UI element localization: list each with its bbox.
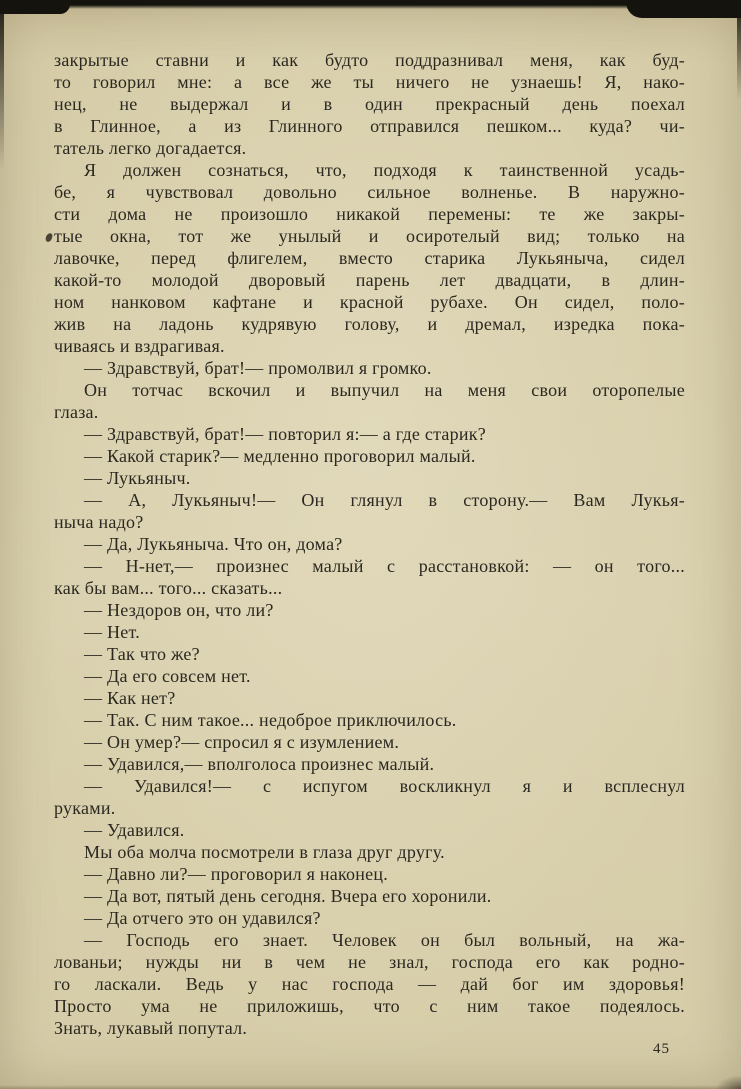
text-line: — Да отчего это он удавился? xyxy=(84,908,321,928)
text-line: жив на ладонь кудрявую голову, и дремал, изредка пока- xyxy=(54,314,685,334)
scan-edge-bottom xyxy=(0,1085,741,1089)
text-line: — Нездоров он, что ли? xyxy=(84,600,274,620)
paragraph xyxy=(54,357,685,379)
paragraph xyxy=(54,841,685,863)
text-line: то говорил мне: а все же ты ничего не узнаешь! Я, нако- xyxy=(54,72,685,92)
scan-edge-top xyxy=(0,0,741,9)
text-line: закрытые ставни и как будто поддразнивал меня, как буд- xyxy=(54,50,685,70)
text-line: — Лукьяныч. xyxy=(84,468,191,488)
text-line: — Какой старик?— медленно проговорил малый. xyxy=(84,446,476,466)
paragraph xyxy=(54,489,685,533)
paragraph xyxy=(54,555,685,599)
paragraph xyxy=(54,643,685,665)
text-line: ном нанковом кафтане и красной рубахе. Он сидел, поло- xyxy=(54,292,685,312)
text-line: какой-то молодой дворовый парень лет двадцати, в длин- xyxy=(54,270,685,290)
text-line: в Глинное, а из Глинного отправился пешком... куда? чи- xyxy=(54,116,685,136)
paragraph xyxy=(54,731,685,753)
paragraph xyxy=(54,929,685,1039)
page-text xyxy=(54,49,685,1039)
text-line: — Он умер?— спросил я с изумлением. xyxy=(84,732,400,752)
paragraph xyxy=(54,49,685,159)
text-line: Просто ума не приложишь, что с ним такое подеялось. xyxy=(54,996,685,1016)
text-line: татель легко догадается. xyxy=(54,138,247,158)
text-line: — Нет. xyxy=(84,622,141,642)
scan-edge-left xyxy=(0,0,4,170)
text-line: — Удавился. xyxy=(84,820,185,840)
text-line: лавочке, перед флигелем, вместо старика Лукьяныча, сидел xyxy=(54,248,685,268)
text-line: Знать, лукавый попутал. xyxy=(54,1018,248,1038)
paragraph xyxy=(54,621,685,643)
paragraph xyxy=(54,775,685,819)
text-line: — Здравствуй, брат!— промолвил я громко. xyxy=(84,358,432,378)
text-line: — Здравствуй, брат!— повторил я:— а где старик? xyxy=(84,424,487,444)
text-line: — Удавился,— вполголоса произнес малый. xyxy=(84,754,435,774)
text-line: Он тотчас вскочил и выпучил на меня свои оторопелые xyxy=(84,380,685,400)
text-line: Мы оба молча посмотрели в глаза друг другу. xyxy=(84,842,445,862)
scan-corner-top-right xyxy=(626,0,741,18)
text-line: Я должен сознаться, что, подходя к таинственной усадь- xyxy=(84,160,685,180)
text-line: — Так. С ним такое... недоброе приключилось. xyxy=(84,710,457,730)
text-line: ныча надо? xyxy=(54,512,144,532)
text-line: сти дома не произошло никакой перемены: те же закры- xyxy=(54,204,685,224)
paragraph xyxy=(54,753,685,775)
text-line: чиваясь и вздрагивая. xyxy=(54,336,225,356)
text-line: — Да его совсем нет. xyxy=(84,666,251,686)
text-line: — Да, Лукьяныча. Что он, дома? xyxy=(84,534,343,554)
text-line: — Да вот, пятый день сегодня. Вчера его хоронили. xyxy=(84,886,492,906)
paragraph xyxy=(54,423,685,445)
text-line: — Н-нет,— произнес малый с расстановкой: — он того... xyxy=(84,556,685,576)
paragraph xyxy=(54,709,685,731)
scan-edge-right xyxy=(737,0,741,100)
text-line: — Давно ли?— проговорил я наконец. xyxy=(84,864,389,884)
text-line: — А, Лукьяныч!— Он глянул в сторону.— Вам Лукья- xyxy=(84,490,685,510)
text-line: тые окна, тот же унылый и осиротелый вид; только на xyxy=(54,226,685,246)
text-line: руками. xyxy=(54,798,116,818)
paragraph xyxy=(54,863,685,885)
text-line: глаза. xyxy=(54,402,99,422)
scan-corner-bottom-right xyxy=(715,1075,741,1089)
paragraph xyxy=(54,907,685,929)
text-line: как бы вам... того... сказать... xyxy=(54,578,283,598)
page-number: 45 xyxy=(653,1041,670,1057)
text-line: бе, я чувствовал довольно сильное волненье. В наружно- xyxy=(54,182,685,202)
paragraph xyxy=(54,445,685,467)
scan-corner-top-left xyxy=(0,0,70,14)
paragraph xyxy=(54,687,685,709)
text-line: — Господь его знает. Человек он был вольный, на жа- xyxy=(84,930,685,950)
text-line: — Удавился!— с испугом воскликнул я и всплеснул xyxy=(84,776,685,796)
text-line: — Так что же? xyxy=(84,644,200,664)
paragraph xyxy=(54,467,685,489)
text-line: нец, не выдержал и в один прекрасный день поехал xyxy=(54,94,685,114)
paragraph xyxy=(54,885,685,907)
text-line: го ласкали. Ведь у нас господа — дай бог им здоровья! xyxy=(54,974,685,994)
paragraph xyxy=(54,533,685,555)
text-line: — Как нет? xyxy=(84,688,176,708)
paragraph xyxy=(54,665,685,687)
ink-smudge xyxy=(45,232,53,242)
paragraph xyxy=(54,159,685,357)
paragraph xyxy=(54,599,685,621)
text-line: лованьи; нужды ни в чем не знал, господа его как родно- xyxy=(54,952,685,972)
paragraph xyxy=(54,819,685,841)
paragraph xyxy=(54,379,685,423)
